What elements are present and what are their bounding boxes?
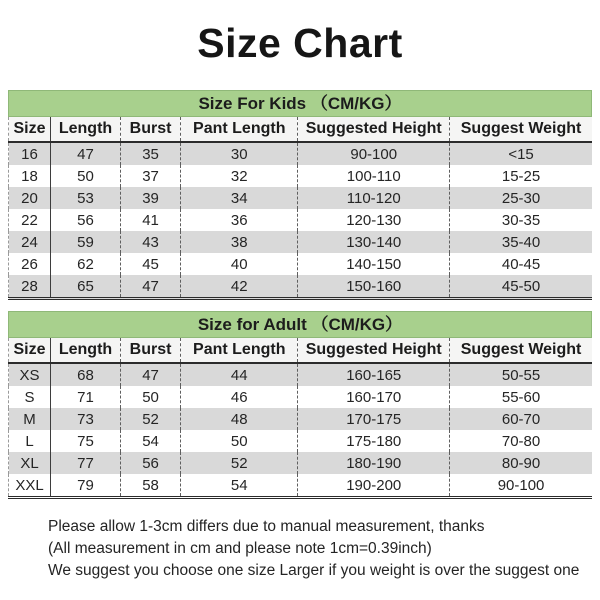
table-cell: 30 xyxy=(181,142,298,165)
table-cell: 180-190 xyxy=(298,452,450,474)
table-cell: 110-120 xyxy=(298,187,450,209)
table-cell: 175-180 xyxy=(298,430,450,452)
table-cell: 41 xyxy=(121,209,181,231)
table-cell: 47 xyxy=(51,142,121,165)
table-cell: S xyxy=(24,388,35,406)
adult-size-table xyxy=(8,338,592,499)
table-cell: 71 xyxy=(51,386,121,408)
table-cell: 130-140 xyxy=(298,231,450,253)
table-cell: 38 xyxy=(181,231,298,253)
table-cell: 68 xyxy=(51,363,121,386)
table-cell: 50 xyxy=(181,430,298,452)
table-cell: 58 xyxy=(121,474,181,498)
table-cell: 40 xyxy=(181,253,298,275)
kids-size-section xyxy=(8,90,592,300)
table-cell: 150-160 xyxy=(298,275,450,299)
table-cell: 190-200 xyxy=(298,474,450,498)
measurement-notes xyxy=(48,516,600,582)
table-cell: 140-150 xyxy=(298,253,450,275)
note-line: (All measurement in cm and please note 1cm=0.39inch) xyxy=(48,540,432,558)
column-header-burst: Burst xyxy=(121,117,181,142)
table-row xyxy=(9,187,593,209)
table-cell: 25-30 xyxy=(450,187,592,209)
table-cell: 90-100 xyxy=(298,142,450,165)
table-cell: 160-170 xyxy=(298,386,450,408)
table-cell: 55-60 xyxy=(450,386,592,408)
column-header-pant-length: Pant Length xyxy=(181,338,298,363)
table-cell: 43 xyxy=(121,231,181,253)
table-cell: 39 xyxy=(121,187,181,209)
table-cell: 80-90 xyxy=(450,452,592,474)
kids-section-header: Size For Kids （CM/KG） xyxy=(8,90,592,117)
table-row xyxy=(9,165,593,187)
table-cell: 35 xyxy=(121,142,181,165)
table-cell: 45 xyxy=(121,253,181,275)
table-row xyxy=(9,452,593,474)
kids-table-header-row xyxy=(9,117,593,142)
note-line: Please allow 1-3cm differs due to manual measurement, thanks xyxy=(48,518,485,536)
table-row xyxy=(9,231,593,253)
table-cell: 120-130 xyxy=(298,209,450,231)
table-cell: 79 xyxy=(51,474,121,498)
table-cell: 44 xyxy=(181,363,298,386)
kids-size-table xyxy=(8,117,592,300)
table-cell: 50 xyxy=(51,165,121,187)
page-title: Size Chart xyxy=(197,20,403,66)
table-cell: 50-55 xyxy=(450,363,592,386)
table-cell: 42 xyxy=(181,275,298,299)
table-cell: <15 xyxy=(450,142,592,165)
table-cell: 24 xyxy=(21,233,38,251)
table-cell: 56 xyxy=(51,209,121,231)
table-cell: 35-40 xyxy=(450,231,592,253)
table-row xyxy=(9,275,593,299)
table-cell: 26 xyxy=(21,255,38,273)
table-cell: 50 xyxy=(121,386,181,408)
note-line: We suggest you choose one size Larger if you weight is over the suggest one xyxy=(48,562,580,580)
table-cell: 53 xyxy=(51,187,121,209)
table-cell: 16 xyxy=(21,145,38,163)
table-row xyxy=(9,408,593,430)
table-cell: 36 xyxy=(181,209,298,231)
table-cell: 46 xyxy=(181,386,298,408)
table-cell: 47 xyxy=(121,363,181,386)
column-header-size: Size xyxy=(9,117,51,142)
table-cell: 28 xyxy=(21,277,38,295)
table-cell: 60-70 xyxy=(450,408,592,430)
table-row xyxy=(9,386,593,408)
table-cell: 65 xyxy=(51,275,121,299)
table-cell: 18 xyxy=(21,167,38,185)
table-cell: 77 xyxy=(51,452,121,474)
adult-table-header-row xyxy=(9,338,593,363)
table-cell: 160-165 xyxy=(298,363,450,386)
table-cell: 170-175 xyxy=(298,408,450,430)
table-cell: 45-50 xyxy=(450,275,592,299)
table-cell: 30-35 xyxy=(450,209,592,231)
table-row xyxy=(9,209,593,231)
column-header-length: Length xyxy=(51,338,121,363)
table-cell: 48 xyxy=(181,408,298,430)
column-header-size: Size xyxy=(9,338,51,363)
table-cell: 62 xyxy=(51,253,121,275)
table-cell: L xyxy=(25,432,34,450)
table-cell: 34 xyxy=(181,187,298,209)
table-cell: 59 xyxy=(51,231,121,253)
table-cell: XXL xyxy=(15,476,44,494)
adult-section-header: Size for Adult （CM/KG） xyxy=(8,311,592,338)
table-cell: 15-25 xyxy=(450,165,592,187)
table-cell: XS xyxy=(19,366,40,384)
table-cell: XL xyxy=(20,454,39,472)
table-cell: 75 xyxy=(51,430,121,452)
column-header-suggested-height: Suggested Height xyxy=(298,338,450,363)
table-cell: 37 xyxy=(121,165,181,187)
table-cell: 54 xyxy=(181,474,298,498)
table-cell: 70-80 xyxy=(450,430,592,452)
column-header-length: Length xyxy=(51,117,121,142)
table-cell: 47 xyxy=(121,275,181,299)
column-header-suggest-weight: Suggest Weight xyxy=(450,117,592,142)
column-header-suggested-height: Suggested Height xyxy=(298,117,450,142)
table-cell: 90-100 xyxy=(450,474,592,498)
table-row xyxy=(9,474,593,498)
table-cell: 20 xyxy=(21,189,38,207)
column-header-suggest-weight: Suggest Weight xyxy=(450,338,592,363)
table-cell: 52 xyxy=(121,408,181,430)
table-cell: 73 xyxy=(51,408,121,430)
table-row xyxy=(9,142,593,165)
table-cell: 56 xyxy=(121,452,181,474)
table-cell: 40-45 xyxy=(450,253,592,275)
table-row xyxy=(9,253,593,275)
table-row xyxy=(9,430,593,452)
table-cell: 52 xyxy=(181,452,298,474)
table-cell: 32 xyxy=(181,165,298,187)
table-cell: 54 xyxy=(121,430,181,452)
table-cell: 100-110 xyxy=(298,165,450,187)
table-cell: 22 xyxy=(21,211,38,229)
column-header-pant-length: Pant Length xyxy=(181,117,298,142)
table-row xyxy=(9,363,593,386)
adult-size-section xyxy=(8,311,592,499)
table-cell: M xyxy=(23,410,36,428)
column-header-burst: Burst xyxy=(121,338,181,363)
